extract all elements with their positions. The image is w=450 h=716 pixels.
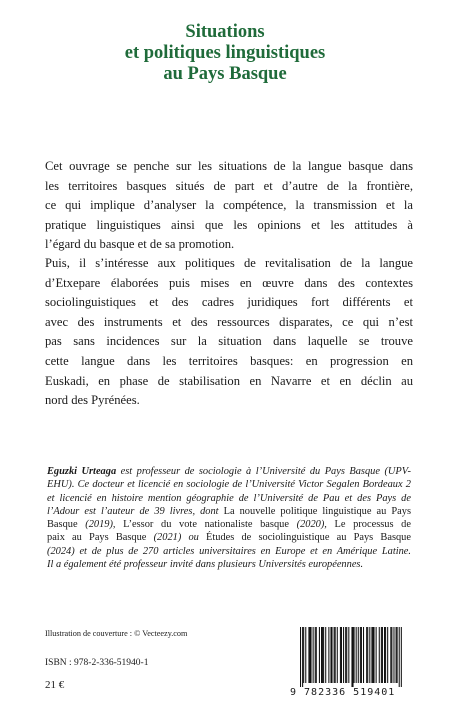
paragraph-line: sociolinguistiques et des cadres juridiques fort différents et	[45, 295, 413, 310]
book-title	[0, 22, 450, 85]
barcode-bar	[323, 627, 324, 683]
book-title-ref: paix au Pays Basque	[47, 532, 154, 544]
barcode-bar	[391, 627, 392, 683]
barcode-bar	[372, 627, 373, 683]
paragraph-line: nord des Pyrénées.	[45, 393, 140, 408]
barcode-bar	[337, 627, 338, 683]
paragraph-line: d’Etxepare élaborées puis mises en œuvre dans des contextes	[45, 275, 413, 290]
barcode-bar	[356, 627, 357, 683]
barcode-bar	[369, 627, 370, 683]
barcode-bar	[354, 627, 355, 683]
barcode-bar	[313, 627, 314, 683]
barcode-bar	[316, 627, 317, 683]
isbn-text: ISBN : 978-2-336-51940-1	[45, 658, 149, 668]
barcode-bars	[290, 625, 410, 687]
paragraph-line: pas sans incidences sur la situation dans laquelle se trouve	[45, 334, 413, 349]
barcode-bar	[330, 627, 331, 683]
barcode-bar	[397, 627, 398, 683]
bio-line: Il a également été professeur invité dans plusieurs Universités européennes.	[47, 559, 364, 571]
barcode-bar	[321, 627, 322, 683]
paragraph-line: cette langue dans les territoires basques: en progression en	[45, 353, 413, 368]
barcode-bar	[319, 627, 320, 683]
paragraph-line: Euskadi, en phase de stabilisation en Navarre et en déclin au	[45, 373, 413, 388]
barcode-bar	[367, 627, 368, 683]
barcode-bar	[387, 627, 388, 683]
barcode-bar	[340, 627, 341, 683]
paragraph-line: ce qui implique d’analyser la compétence, la transmission et la	[45, 198, 413, 213]
bio-line	[47, 465, 411, 478]
bio-text: (2020),	[296, 519, 335, 531]
barcode-bar	[325, 627, 326, 683]
bio-line	[47, 518, 411, 531]
barcode-bar	[385, 627, 386, 683]
book-title-ref: La nouvelle politique linguistique au Pays	[223, 505, 411, 517]
barcode-bar	[371, 627, 372, 683]
barcode-bar	[311, 627, 312, 683]
book-title-ref: L’essor du vote nationaliste basque	[123, 519, 297, 531]
barcode-bar	[351, 627, 352, 687]
book-title-ref: Basque	[47, 519, 86, 531]
barcode-bar	[384, 627, 385, 683]
barcode-bar	[353, 627, 354, 687]
bio-line	[47, 531, 411, 544]
title-line-1: Situations	[185, 22, 265, 42]
barcode-bar	[309, 627, 310, 683]
paragraph-line: pratique linguistiques ainsi que les opinions et les attitudes à	[45, 217, 413, 232]
author-bio	[47, 465, 411, 571]
barcode-bar	[305, 627, 306, 683]
barcode-bar	[345, 627, 346, 683]
barcode-bar	[393, 627, 394, 683]
paragraph-line: les territoires basques situés de part et d’autre de la frontière,	[45, 178, 413, 193]
barcode-bar	[390, 627, 391, 683]
barcode-bar	[366, 627, 367, 683]
barcode-bar	[396, 627, 397, 683]
barcode-bar	[360, 627, 361, 683]
barcode-bar	[335, 627, 336, 683]
barcode-bar	[346, 627, 347, 683]
barcode-bar	[382, 627, 383, 683]
barcode-bar	[399, 627, 400, 687]
paragraph-line: Puis, il s’intéresse aux politiques de revitalisation de la langue	[45, 256, 413, 270]
summary-paragraph-2	[45, 254, 413, 411]
cover-credit: Illustration de couverture : © Vecteezy.com	[45, 629, 188, 638]
author-name: Eguzki Urteaga	[47, 466, 117, 477]
barcode-bar	[379, 627, 380, 683]
bio-text: est professeur de sociologie à l’Université du Pays Basque (UPV-	[116, 466, 411, 477]
barcode-bar	[401, 627, 402, 687]
price-text: 21 €	[45, 679, 65, 691]
summary-paragraph-1	[45, 157, 413, 255]
barcode-bar	[322, 627, 323, 683]
title-line-2: et politiques linguistiques	[124, 43, 326, 63]
barcode-bar	[303, 627, 304, 683]
barcode-bar	[376, 627, 377, 683]
barcode-bar	[381, 627, 382, 683]
barcode-bar	[348, 627, 349, 683]
paragraph-line: avec des instruments et des ressources disparates, ce qui n’est	[45, 314, 413, 329]
barcode-bar	[343, 627, 344, 683]
paragraph-line: l’égard du basque et de sa promotion.	[45, 237, 235, 252]
barcode-bar	[315, 627, 316, 683]
title-line-3: au Pays Basque	[163, 64, 287, 84]
barcode-bar	[341, 627, 342, 683]
bio-text: (2019),	[85, 519, 124, 531]
barcode	[290, 625, 410, 703]
book-title-ref: Études de sociolinguistique au Pays Basque	[206, 532, 411, 544]
barcode-bar	[334, 627, 335, 683]
barcode-bar	[363, 627, 364, 683]
book-title-ref: Le processus de	[334, 519, 411, 531]
paragraph-line: Cet ouvrage se penche sur les situations de la langue basque dans	[45, 159, 413, 173]
barcode-bar	[361, 627, 362, 683]
bio-text: l’Adour est l’auteur de 39 livres, dont	[47, 505, 224, 517]
barcode-bar	[332, 627, 333, 683]
barcode-bar	[358, 627, 359, 683]
bio-line: EHU). Ce docteur et licencié en sociologie de l’Université Victor Segalen Bordeaux 2	[47, 479, 411, 491]
bio-line: et licencié en histoire mention géographie de l’Université de Pau et des Pays de	[47, 492, 411, 504]
barcode-bar	[302, 627, 303, 687]
bio-line	[47, 505, 411, 518]
barcode-bar	[300, 627, 301, 687]
barcode-bar	[328, 627, 329, 683]
barcode-digits: 9 782336 519401	[290, 687, 396, 698]
bio-text: (2021) ou	[153, 532, 207, 544]
barcode-bar	[374, 627, 375, 683]
barcode-bar	[308, 627, 309, 683]
bio-line: (2024) et de plus de 270 articles universitaires en Europe et en Amérique Latine.	[47, 545, 411, 557]
